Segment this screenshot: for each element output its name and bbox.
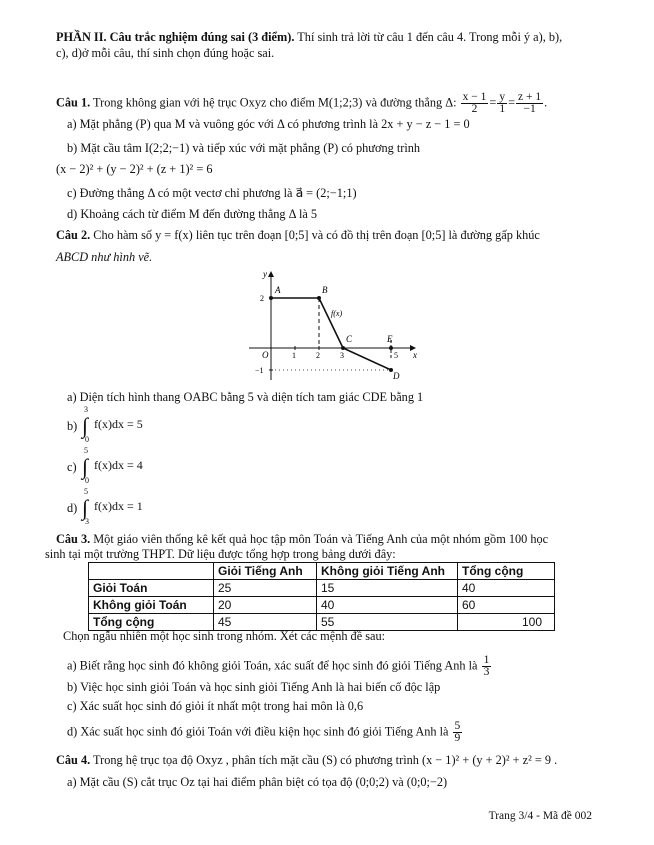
- table-cell: 25: [214, 580, 317, 597]
- q3-option-a-den: 3: [483, 666, 490, 678]
- graph-point-c: [341, 346, 345, 350]
- table-cell: 45: [214, 614, 317, 631]
- graph-tick-label-3: 3: [340, 351, 344, 360]
- table-header-cell: Không giỏi Tiếng Anh: [317, 563, 458, 580]
- part-heading-line: [56, 29, 562, 45]
- part-instruction-1: Thí sinh trả lời từ câu 1 đến câu 4. Trong mỗi ý a), b),: [297, 30, 563, 44]
- graph-point-b: [317, 296, 321, 300]
- graph-tick-label-2: 2: [316, 351, 320, 360]
- q2-graph: [245, 268, 425, 384]
- graph-label-e: E: [387, 334, 393, 344]
- q3-option-b: b) Việc học sinh giỏi Toán và học sinh giỏi Tiếng Anh là hai biến cố độc lập: [67, 680, 441, 694]
- table-header-row: [89, 563, 555, 580]
- table-header-cell: Tổng cộng: [458, 563, 555, 580]
- integral-lower: 0: [85, 435, 89, 444]
- q2-stem-1: Cho hàm số y = f(x) liên tục trên đoạn [0;5] và có đồ thị trên đoạn [0;5] là đường gấp khúc: [93, 228, 540, 242]
- integral-upper: 5: [84, 446, 88, 455]
- integral-upper: 3: [84, 405, 88, 414]
- graph-label-a: A: [275, 285, 281, 295]
- integral-sign: ∫: [82, 495, 89, 520]
- q3-option-c: c) Xác suất học sinh đó giỏi ít nhất một trong hai môn là 0,6: [67, 699, 364, 713]
- q2-option-b-label: b): [67, 419, 78, 433]
- table-cell: 100: [458, 614, 555, 631]
- q1-option-b-2: (x − 2)² + (y − 2)² + (z + 1)² = 6: [56, 162, 213, 176]
- graph-tick-label-y2: 2: [260, 294, 264, 303]
- q3-option-d-frac: [453, 721, 463, 744]
- q3-stats-table: [88, 562, 555, 631]
- q2-option-c-integral: [82, 446, 282, 494]
- q3-option-a: a) Biết rằng học sinh đó không giỏi Toán, xác suất để học sinh đó giỏi Tiếng Anh là: [67, 658, 478, 673]
- q4-stem: Trong hệ trục tọa độ Oxyz , phân tích mặt cầu (S) có phương trình (x − 1)² + (y + 2)² + z² = 9 .: [93, 753, 558, 767]
- q1-frac-y-den: 1: [499, 103, 506, 115]
- q3-option-a-num: 1: [483, 654, 490, 666]
- table-cell: 60: [458, 597, 555, 614]
- q3-option-a-frac: [482, 655, 492, 678]
- table-cell: 40: [458, 580, 555, 597]
- q1-label: Câu 1.: [56, 95, 91, 110]
- q2-stem-line-1: [56, 227, 540, 243]
- q2-label: Câu 2.: [56, 228, 91, 242]
- q1-frac-z-num: z + 1: [518, 91, 542, 103]
- table-row: [89, 580, 555, 597]
- q2-option-b-integral: [82, 405, 282, 453]
- q4-label: Câu 4.: [56, 753, 91, 767]
- integral-expr: f(x)dx = 4: [94, 458, 143, 472]
- graph-label-c: C: [346, 334, 353, 344]
- graph-tick-label-1: 1: [292, 351, 296, 360]
- q1-option-b-1: b) Mặt cầu tâm I(2;2;−1) và tiếp xúc với mặt phẳng (P) có phương trình: [67, 141, 421, 155]
- part-instruction-2: c), d)ở mỗi câu, thí sinh chọn đúng hoặc sai.: [56, 46, 275, 60]
- graph-label-o: O: [262, 350, 269, 360]
- table-header-cell: [89, 563, 214, 580]
- q1-option-c: c) Đường thẳng Δ có một vectơ chỉ phương là a⃗ = (2;−1;1): [67, 186, 357, 200]
- graph-tick-label-ym1: −1: [255, 366, 264, 375]
- q4-stem-line: [56, 752, 557, 768]
- q3-option-a-line: [67, 655, 492, 678]
- q1-frac-z-den: −1: [523, 103, 536, 115]
- q2-option-c-label: c): [67, 460, 77, 474]
- q3-stem-line-1: [56, 531, 548, 547]
- q3-stem-line-2: sinh tại một trường THPT. Dữ liệu được tổng hợp trong bảng dưới đây:: [45, 547, 396, 561]
- q1-frac-y: [497, 92, 507, 115]
- table-row-label: Không giỏi Toán: [89, 597, 214, 614]
- integral-expr: f(x)dx = 5: [94, 417, 143, 431]
- integral-sign: ∫: [82, 454, 89, 479]
- q1-stem-line: Câu 1. Trong không gian với hệ trục Oxyz cho điểm M(1;2;3) và đường thẳng Δ: $\frac{x - 1}{2}$ = $\frac{y}{1}$ = $\frac{z + 1}{-1}$ .: [56, 91, 548, 115]
- table-row-label: Tổng cộng: [89, 614, 214, 631]
- q2-option-d-integral: [82, 487, 282, 535]
- q3-pick: Chọn ngẫu nhiên một học sinh trong nhóm. Xét các mệnh đề sau:: [63, 629, 386, 643]
- graph-y-label: y: [263, 269, 267, 279]
- graph-label-d: D: [393, 371, 400, 381]
- table-cell: 15: [317, 580, 458, 597]
- graph-tick-label-5: 5: [394, 351, 398, 360]
- q1-frac-x-den: 2: [471, 103, 478, 115]
- q1-stem: Trong không gian với hệ trục Oxyz cho điểm M(1;2;3) và đường thẳng Δ:: [93, 95, 457, 110]
- q3-option-d: d) Xác suất học sinh đó giỏi Toán với điều kiện học sinh đó giỏi Tiếng Anh là: [67, 724, 449, 739]
- integral-sign: ∫: [82, 413, 89, 438]
- graph-label-b: B: [322, 285, 328, 295]
- q1-frac-x: [461, 92, 489, 115]
- table-cell: 20: [214, 597, 317, 614]
- q4-option-a: a) Mặt cầu (S) cắt trục Oz tại hai điểm phân biệt có tọa độ (0;0;2) và (0;0;−2): [67, 775, 448, 789]
- q1-option-a: a) Mặt phẳng (P) qua M và vuông góc với Δ có phương trình là 2x + y − z − 1 = 0: [67, 117, 470, 131]
- page-footer: Trang 3/4 - Mã đề 002: [488, 810, 592, 822]
- q3-option-d-den: 9: [454, 732, 461, 744]
- q1-frac-z: [516, 92, 543, 115]
- table-header-cell: Giỏi Tiếng Anh: [214, 563, 317, 580]
- q2-option-a: a) Diện tích hình thang OABC bằng 5 và diện tích tam giác CDE bằng 1: [67, 390, 424, 404]
- graph-point-e: [389, 346, 393, 350]
- q2-option-d-label: d): [67, 501, 78, 515]
- table-cell: 55: [317, 614, 458, 631]
- table-cell: 40: [317, 597, 458, 614]
- integral-lower: 0: [85, 476, 89, 485]
- q3-label: Câu 3.: [56, 532, 91, 546]
- integral-lower: 3: [85, 517, 89, 526]
- part-heading: PHẦN II. Câu trắc nghiệm đúng sai (3 điểm).: [56, 30, 295, 44]
- q1-frac-y-num: y: [499, 91, 506, 103]
- q3-option-d-line: [67, 721, 463, 744]
- q2-stem-line-2: ABCD như hình vẽ.: [56, 250, 153, 264]
- integral-expr: f(x)dx = 1: [94, 499, 143, 513]
- graph-label-fx: f(x): [331, 309, 343, 318]
- graph-x-label: x: [413, 350, 417, 360]
- q3-stem-1: Một giáo viên thống kê kết quả học tập môn Toán và Tiếng Anh của một nhóm gồm 100 học: [93, 532, 549, 546]
- integral-upper: 5: [84, 487, 88, 496]
- table-row-label: Giỏi Toán: [89, 580, 214, 597]
- table-row: [89, 597, 555, 614]
- q1-option-d: d) Khoảng cách từ điểm M đến đường thẳng Δ là 5: [67, 207, 318, 221]
- q3-option-d-num: 5: [454, 720, 461, 732]
- q1-frac-x-num: x − 1: [462, 91, 487, 103]
